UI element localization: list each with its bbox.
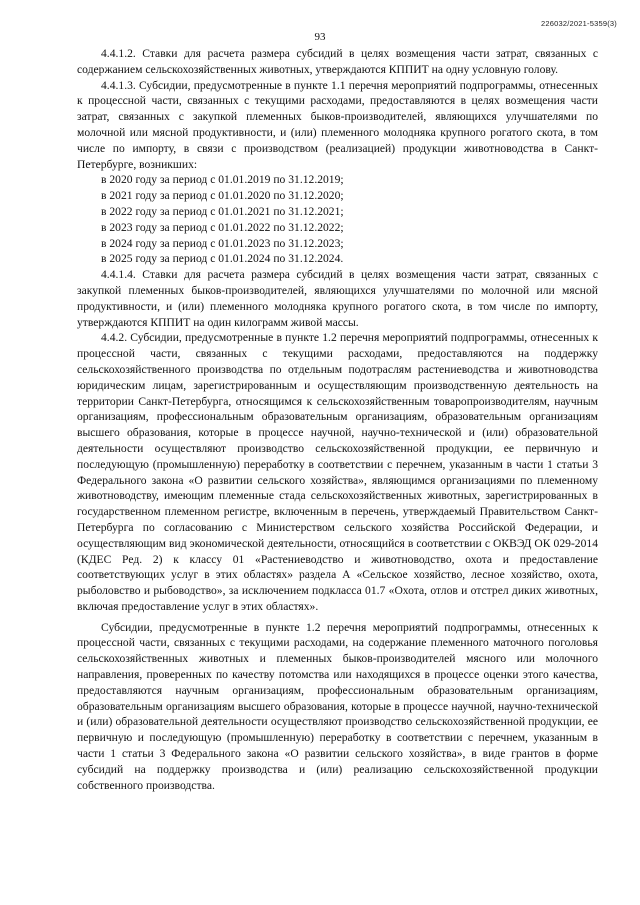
paragraph-4-4-1-2: 4.4.1.2. Ставки для расчета размера субсидий в целях возмещения части затрат, связанных с содержанием сельскохозяйственных животных, утверждаются КППИТ на одну условную голову. (77, 47, 598, 76)
document-number: 226032/2021-5359(3) (541, 19, 617, 28)
paragraph-4-4-1-3: 4.4.1.3. Субсидии, предусмотренные в пункте 1.1 перечня мероприятий подпрограммы, отнесенных к процессной части, связанных с текущими расходами, предоставляются в целях возмещения части затрат, связанных с закупкой племенных быков-производителей, являющихся улучшателями по молочной или мясной продуктивности, и (или) племенного молодняка крупного рогатого скота, в том числе по импорту, в связи с производством (реализацией) продукции животноводства в Санкт-Петербурге, возникших: (77, 78, 598, 171)
period-item-2022: в 2022 году за период с 01.01.2021 по 31.12.2021; (101, 204, 344, 218)
paragraph-4-4-2: 4.4.2. Субсидии, предусмотренные в пункте 1.2 перечня мероприятий подпрограммы, отнесенных к процессной части, связанных с текущими расходами, предоставляются на поддержку сельскохозяйственного производства по отдельным подотраслям растениеводства и животноводства юридическим лицам, зарегистрированным и осуществляющим производственную деятельность на территории Санкт-Петербурга, относящимся к сельскохозяйственным товаропроизводителям, научным организациям, профессиональным образовательным организациям, образовательным организациям высшего образования, которые в процессе научной, научно-технической и (или) образовательной деятельности осуществляют производство сельскохозяйственной продукции, ее первичную и последующую (промышленную) переработку в соответствии с перечнем, указанным в части 1 статьи 3 Федерального закона «О развитии сельского хозяйства», являющимся организациями по племенному животноводству, имеющим племенные стада сельскохозяйственных животных, зарегистрированных в государственном племенном регистре, включенным в перечень, утверждаемый Правительством Санкт-Петербурга по согласованию с Министерством сельского хозяйства Российской Федерации, и осуществляющим вид экономической деятельности, относящийся в соответствии с ОКВЭД ОК 029-2014 (КДЕС Ред. 2) к классу 01 «Растениеводство и животноводство, охота и предоставление соответствующих услуг в этих областях» раздела А «Сельское хозяйство, лесное хозяйство, охота, рыболовство и рыбоводство», за исключением подкласса 01.7 «Охота, отлов и отстрел диких животных, включая предоставление услуг в этих областях». (77, 331, 598, 613)
document-body (77, 46, 598, 793)
period-item-2024: в 2024 году за период с 01.01.2023 по 31.12.2023; (101, 236, 344, 250)
paragraph-subsidies-breeding: Субсидии, предусмотренные в пункте 1.2 перечня мероприятий подпрограммы, отнесенных к процессной части, связанных с текущими расходами, на содержание племенного маточного поголовья сельскохозяйственных животных и племенных быков-производителей мясного или молочного направления, проверенных по качеству потомства или находящихся в процессе оценки этого качества, предоставляются научным организациям, профессиональным образовательным организациям, образовательным организациям высшего образования, которые в процессе научной, научно-технической и (или) образовательной деятельности осуществляют производство сельскохозяйственной продукции, ее первичную и последующую (промышленную) переработку в соответствии с перечнем, указанным в части 1 статьи 3 Федерального закона «О развитии сельского хозяйства», в виде грантов в форме субсидий на поддержку производства и (или) реализацию сельскохозяйственной продукции собственного производства. (77, 620, 598, 792)
period-item-2025: в 2025 году за период с 01.01.2024 по 31.12.2024. (101, 252, 344, 266)
page-number: 93 (314, 31, 326, 43)
paragraph-4-4-1-4: 4.4.1.4. Ставки для расчета размера субсидий в целях возмещения части затрат, связанных с закупкой племенных быков-производителей, являющихся улучшателями по молочной или мясной продуктивности, и (или) племенного молодняка крупного рогатого скота, в том числе по импорту, утверждаются КППИТ на один килограмм живой массы. (77, 268, 598, 329)
period-item-2023: в 2023 году за период с 01.01.2022 по 31.12.2022; (101, 220, 344, 234)
period-item-2021: в 2021 году за период с 01.01.2020 по 31.12.2020; (101, 189, 344, 203)
period-item-2020: в 2020 году за период с 01.01.2019 по 31.12.2019; (101, 173, 344, 187)
